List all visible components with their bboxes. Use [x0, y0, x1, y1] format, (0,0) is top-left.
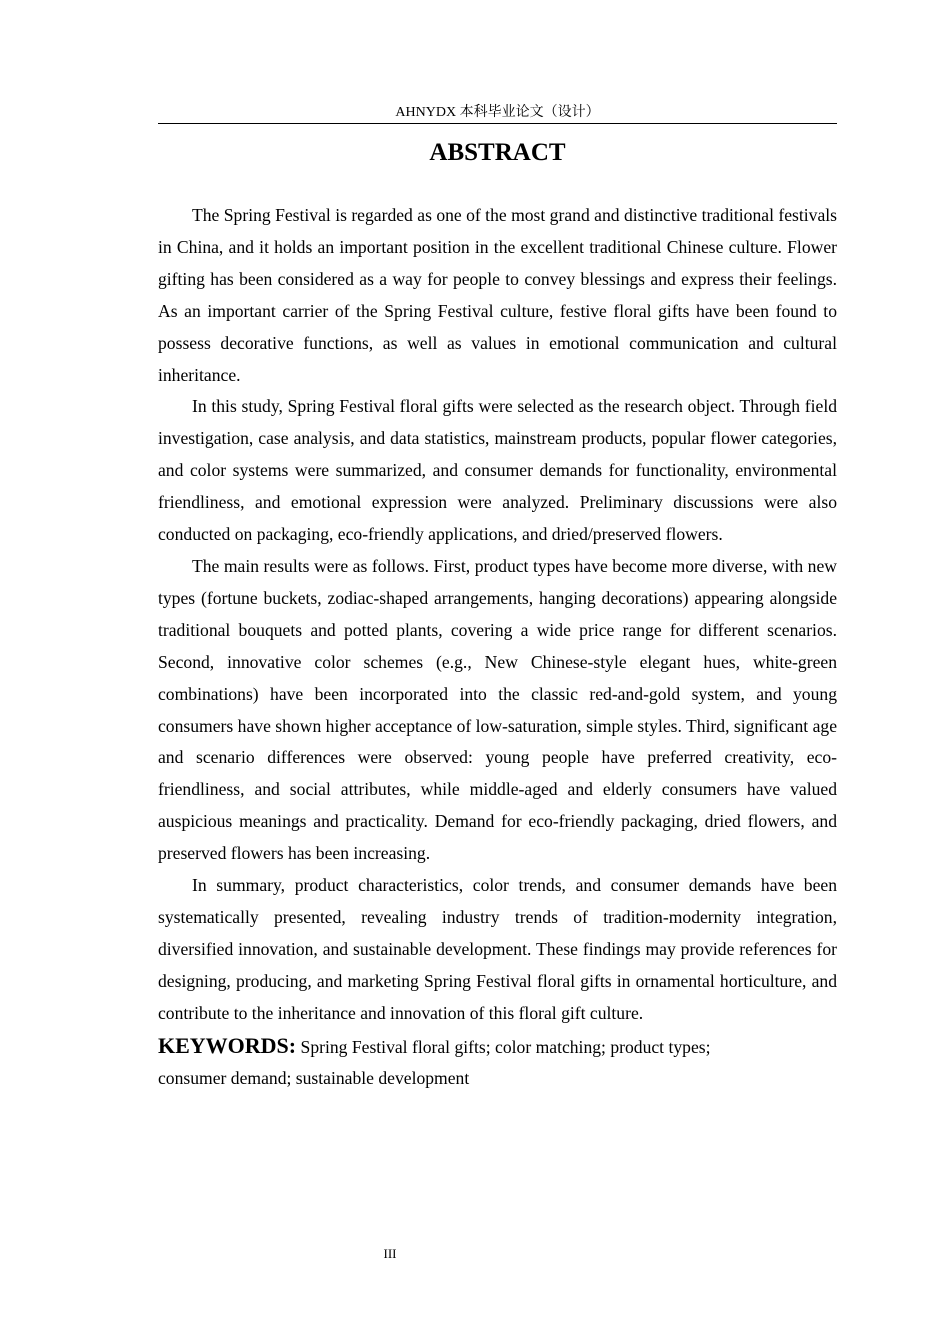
keywords-label: KEYWORDS:	[158, 1032, 297, 1058]
header-rule	[158, 123, 837, 124]
abstract-body	[158, 200, 837, 1095]
page-number: III	[383, 1246, 397, 1261]
abstract-paragraph-1: The Spring Festival is regarded as one of the most grand and distinctive traditional festivals in China, and it holds an important position in the excellent traditional Chinese culture. Flower gifting has been considered as a way for people to convey blessings and express their feelings. As an important carrier of the Spring Festival culture, festive floral gifts have been found to possess decorative functions, as well as values in emotional communication and cultural inheritance.	[158, 205, 837, 385]
abstract-paragraph-4: In summary, product characteristics, color trends, and consumer demands have been systematically presented, revealing industry trends of tradition-modernity integration, diversified innovation, and sustainable development. These findings may provide references for designing, producing, and marketing Spring Festival floral gifts in ornamental horticulture, and contribute to the inheritance and innovation of this floral gift culture.	[158, 875, 837, 1023]
abstract-paragraph-2: In this study, Spring Festival floral gifts were selected as the research object. Through field investigation, case analysis, and data statistics, mainstream products, popular flower categories, and color systems were summarized, and consumer demands for functionality, environmental friendliness, and emotional expression were analyzed. Preliminary discussions were also conducted on packaging, eco-friendly applications, and dried/preserved flowers.	[158, 396, 837, 545]
abstract-title: ABSTRACT	[429, 139, 566, 166]
keywords	[158, 1030, 837, 1096]
keywords-line-2: consumer demand; sustainable development	[158, 1068, 470, 1089]
abstract-paragraph-3: The main results were as follows. First, product types have become more diverse, with new types (fortune buckets, zodiac-shaped arrangements, hanging decorations) appearing alongside traditional bouquets and potted plants, covering a wide price range for different scenarios. Second, innovative color schemes (e.g., New Chinese-style elegant hues, white-green combinations) have been incorporated into the classic red-and-gold system, and young consumers have shown higher acceptance of low-saturation, simple styles. Third, significant age and scenario differences were observed: young people have preferred creativity, eco-friendliness, and social attributes, while middle-aged and elderly consumers have valued auspicious meanings and practicality. Demand for eco-friendly packaging, dried flowers, and preserved flowers has been increasing.	[158, 555, 837, 864]
running-header: AHNYDX 本科毕业论文（设计）	[395, 105, 600, 120]
keywords-line-1: Spring Festival floral gifts; color matching; product types;	[300, 1036, 711, 1057]
